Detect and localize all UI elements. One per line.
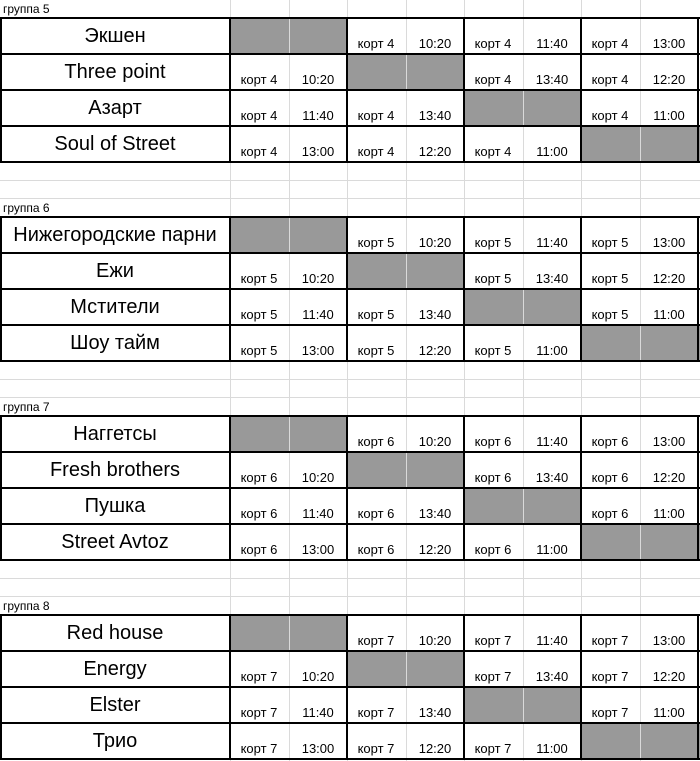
table-border xyxy=(0,288,700,290)
shaded-cell xyxy=(582,326,700,361)
court-label: корт 6 xyxy=(474,434,512,449)
time-label: 12:20 xyxy=(418,144,452,159)
time-label: 10:20 xyxy=(418,235,452,250)
court-label: корт 4 xyxy=(474,144,512,159)
court-label: корт 7 xyxy=(240,741,278,756)
grid-line xyxy=(640,524,641,560)
team-name: Трио xyxy=(92,730,138,752)
time-label: 12:20 xyxy=(652,669,686,684)
grid-line xyxy=(0,198,700,199)
table-border xyxy=(0,89,700,91)
time-label: 13:00 xyxy=(301,542,335,557)
court-label: корт 4 xyxy=(591,36,629,51)
table-border xyxy=(346,216,348,362)
table-border xyxy=(0,614,700,616)
time-label: 11:40 xyxy=(302,506,334,521)
grid-line xyxy=(289,615,290,651)
table-border xyxy=(229,17,231,163)
grid-line xyxy=(0,578,700,579)
court-label: корт 7 xyxy=(474,669,512,684)
court-label: корт 6 xyxy=(240,506,278,521)
court-label: корт 4 xyxy=(240,72,278,87)
time-label: 11:00 xyxy=(536,741,568,756)
court-label: корт 7 xyxy=(591,633,629,648)
time-label: 11:40 xyxy=(302,705,334,720)
grid-line xyxy=(406,54,407,90)
time-label: 11:40 xyxy=(536,36,568,51)
table-border xyxy=(0,360,700,362)
court-label: корт 5 xyxy=(357,235,395,250)
table-border xyxy=(0,614,2,760)
table-border xyxy=(346,614,348,760)
grid-line xyxy=(0,379,700,380)
court-label: корт 5 xyxy=(591,235,629,250)
shaded-cell xyxy=(582,127,700,162)
table-border xyxy=(0,650,700,652)
court-label: корт 5 xyxy=(591,271,629,286)
team-name: Нижегородские парни xyxy=(13,224,217,246)
group-label: группа 7 xyxy=(3,400,50,414)
court-label: корт 5 xyxy=(357,307,395,322)
table-border xyxy=(463,415,465,561)
court-label: корт 7 xyxy=(357,741,395,756)
team-name: Fresh brothers xyxy=(49,459,181,481)
time-label: 10:20 xyxy=(418,434,452,449)
time-label: 11:00 xyxy=(536,542,568,557)
table-border xyxy=(0,252,700,254)
time-label: 13:40 xyxy=(418,307,452,322)
court-label: корт 4 xyxy=(357,108,395,123)
court-label: корт 4 xyxy=(591,72,629,87)
table-border xyxy=(580,614,582,760)
team-name: Street Avtoz xyxy=(61,531,169,553)
time-label: 11:40 xyxy=(536,633,568,648)
court-label: корт 6 xyxy=(591,506,629,521)
time-label: 11:00 xyxy=(653,705,685,720)
court-label: корт 6 xyxy=(474,542,512,557)
shaded-cell xyxy=(582,525,700,560)
grid-line xyxy=(640,126,641,162)
court-label: корт 5 xyxy=(240,271,278,286)
table-border xyxy=(0,324,700,326)
table-border xyxy=(0,487,700,489)
grid-line xyxy=(523,488,524,524)
table-border xyxy=(463,216,465,362)
court-label: корт 5 xyxy=(474,271,512,286)
team-name: Red house xyxy=(66,622,164,644)
table-border xyxy=(0,125,700,127)
table-border xyxy=(229,216,231,362)
grid-line xyxy=(406,452,407,488)
table-border xyxy=(229,614,231,760)
team-name: Ежи xyxy=(96,260,134,282)
time-label: 11:00 xyxy=(536,343,568,358)
time-label: 12:20 xyxy=(652,72,686,87)
court-label: корт 4 xyxy=(474,36,512,51)
time-label: 11:00 xyxy=(536,144,568,159)
time-label: 11:40 xyxy=(536,434,568,449)
time-label: 13:40 xyxy=(535,669,569,684)
time-label: 13:40 xyxy=(535,470,569,485)
court-label: корт 7 xyxy=(240,705,278,720)
table-border xyxy=(580,17,582,163)
time-label: 11:40 xyxy=(302,307,334,322)
table-border xyxy=(0,758,700,760)
table-border xyxy=(697,17,699,163)
court-label: корт 6 xyxy=(357,542,395,557)
grid-line xyxy=(0,596,700,597)
time-label: 13:00 xyxy=(301,343,335,358)
table-border xyxy=(0,53,700,55)
table-border xyxy=(0,559,700,561)
grid-line xyxy=(289,18,290,54)
grid-line xyxy=(406,253,407,289)
table-border xyxy=(0,523,700,525)
grid-line xyxy=(406,651,407,687)
table-border xyxy=(229,415,231,561)
court-label: корт 6 xyxy=(357,506,395,521)
grid-line xyxy=(640,325,641,361)
group-label: группа 6 xyxy=(3,201,50,215)
time-label: 10:20 xyxy=(301,669,335,684)
court-label: корт 6 xyxy=(591,470,629,485)
table-border xyxy=(0,216,2,362)
team-name: Экшен xyxy=(84,25,146,47)
table-border xyxy=(580,415,582,561)
grid-line xyxy=(289,217,290,253)
grid-line xyxy=(289,416,290,452)
team-name: Азарт xyxy=(88,97,142,119)
table-border xyxy=(697,415,699,561)
team-name: Energy xyxy=(83,658,147,680)
time-label: 13:00 xyxy=(652,36,686,51)
court-label: корт 4 xyxy=(591,108,629,123)
court-label: корт 4 xyxy=(240,108,278,123)
time-label: 13:00 xyxy=(652,434,686,449)
team-name: Three point xyxy=(64,61,166,83)
time-label: 12:20 xyxy=(418,741,452,756)
table-border xyxy=(697,216,699,362)
time-label: 11:40 xyxy=(302,108,334,123)
court-label: корт 4 xyxy=(474,72,512,87)
team-name: Шоу тайм xyxy=(70,332,160,354)
team-name: Elster xyxy=(89,694,141,716)
grid-line xyxy=(0,397,700,398)
grid-line xyxy=(523,289,524,325)
court-label: корт 4 xyxy=(240,144,278,159)
court-label: корт 6 xyxy=(474,470,512,485)
time-label: 10:20 xyxy=(418,633,452,648)
table-border xyxy=(463,614,465,760)
group-label: группа 5 xyxy=(3,2,50,16)
time-label: 10:20 xyxy=(418,36,452,51)
time-label: 13:40 xyxy=(535,271,569,286)
court-label: корт 6 xyxy=(357,434,395,449)
time-label: 12:20 xyxy=(652,271,686,286)
time-label: 13:40 xyxy=(418,108,452,123)
court-label: корт 5 xyxy=(357,343,395,358)
court-label: корт 6 xyxy=(591,434,629,449)
court-label: корт 7 xyxy=(357,705,395,720)
time-label: 13:40 xyxy=(535,72,569,87)
time-label: 12:20 xyxy=(652,470,686,485)
time-label: 11:40 xyxy=(536,235,568,250)
time-label: 10:20 xyxy=(301,72,335,87)
court-label: корт 7 xyxy=(357,633,395,648)
time-label: 11:00 xyxy=(653,307,685,322)
table-border xyxy=(0,722,700,724)
court-label: корт 7 xyxy=(591,705,629,720)
table-border xyxy=(0,17,700,19)
time-label: 10:20 xyxy=(301,271,335,286)
court-label: корт 4 xyxy=(357,36,395,51)
grid-line xyxy=(0,180,700,181)
table-border xyxy=(580,216,582,362)
time-label: 13:00 xyxy=(301,741,335,756)
court-label: корт 6 xyxy=(240,470,278,485)
grid-line xyxy=(523,687,524,723)
grid-line xyxy=(640,723,641,759)
time-label: 11:00 xyxy=(653,506,685,521)
time-label: 13:00 xyxy=(301,144,335,159)
time-label: 12:20 xyxy=(418,542,452,557)
court-label: корт 5 xyxy=(591,307,629,322)
table-border xyxy=(0,17,2,163)
table-border xyxy=(0,161,700,163)
team-name: Мстители xyxy=(70,296,160,318)
time-label: 11:00 xyxy=(653,108,685,123)
court-label: корт 5 xyxy=(240,343,278,358)
court-label: корт 6 xyxy=(240,542,278,557)
time-label: 12:20 xyxy=(418,343,452,358)
team-name: Soul of Street xyxy=(54,133,176,155)
time-label: 10:20 xyxy=(301,470,335,485)
table-border xyxy=(0,216,700,218)
shaded-cell xyxy=(582,724,700,759)
court-label: корт 5 xyxy=(474,343,512,358)
court-label: корт 5 xyxy=(240,307,278,322)
table-border xyxy=(697,614,699,760)
table-border xyxy=(346,415,348,561)
table-border xyxy=(463,17,465,163)
team-name: Пушка xyxy=(84,495,146,517)
court-label: корт 7 xyxy=(591,669,629,684)
court-label: корт 4 xyxy=(357,144,395,159)
table-border xyxy=(346,17,348,163)
court-label: корт 7 xyxy=(240,669,278,684)
time-label: 13:40 xyxy=(418,506,452,521)
table-border xyxy=(0,451,700,453)
time-label: 13:00 xyxy=(652,235,686,250)
court-label: корт 7 xyxy=(474,633,512,648)
time-label: 13:00 xyxy=(652,633,686,648)
table-border xyxy=(0,415,700,417)
table-border xyxy=(0,686,700,688)
court-label: корт 5 xyxy=(474,235,512,250)
group-label: группа 8 xyxy=(3,599,50,613)
grid-line xyxy=(523,90,524,126)
court-label: корт 7 xyxy=(474,741,512,756)
team-name: Наггетсы xyxy=(73,423,157,445)
table-border xyxy=(0,415,2,561)
time-label: 13:40 xyxy=(418,705,452,720)
